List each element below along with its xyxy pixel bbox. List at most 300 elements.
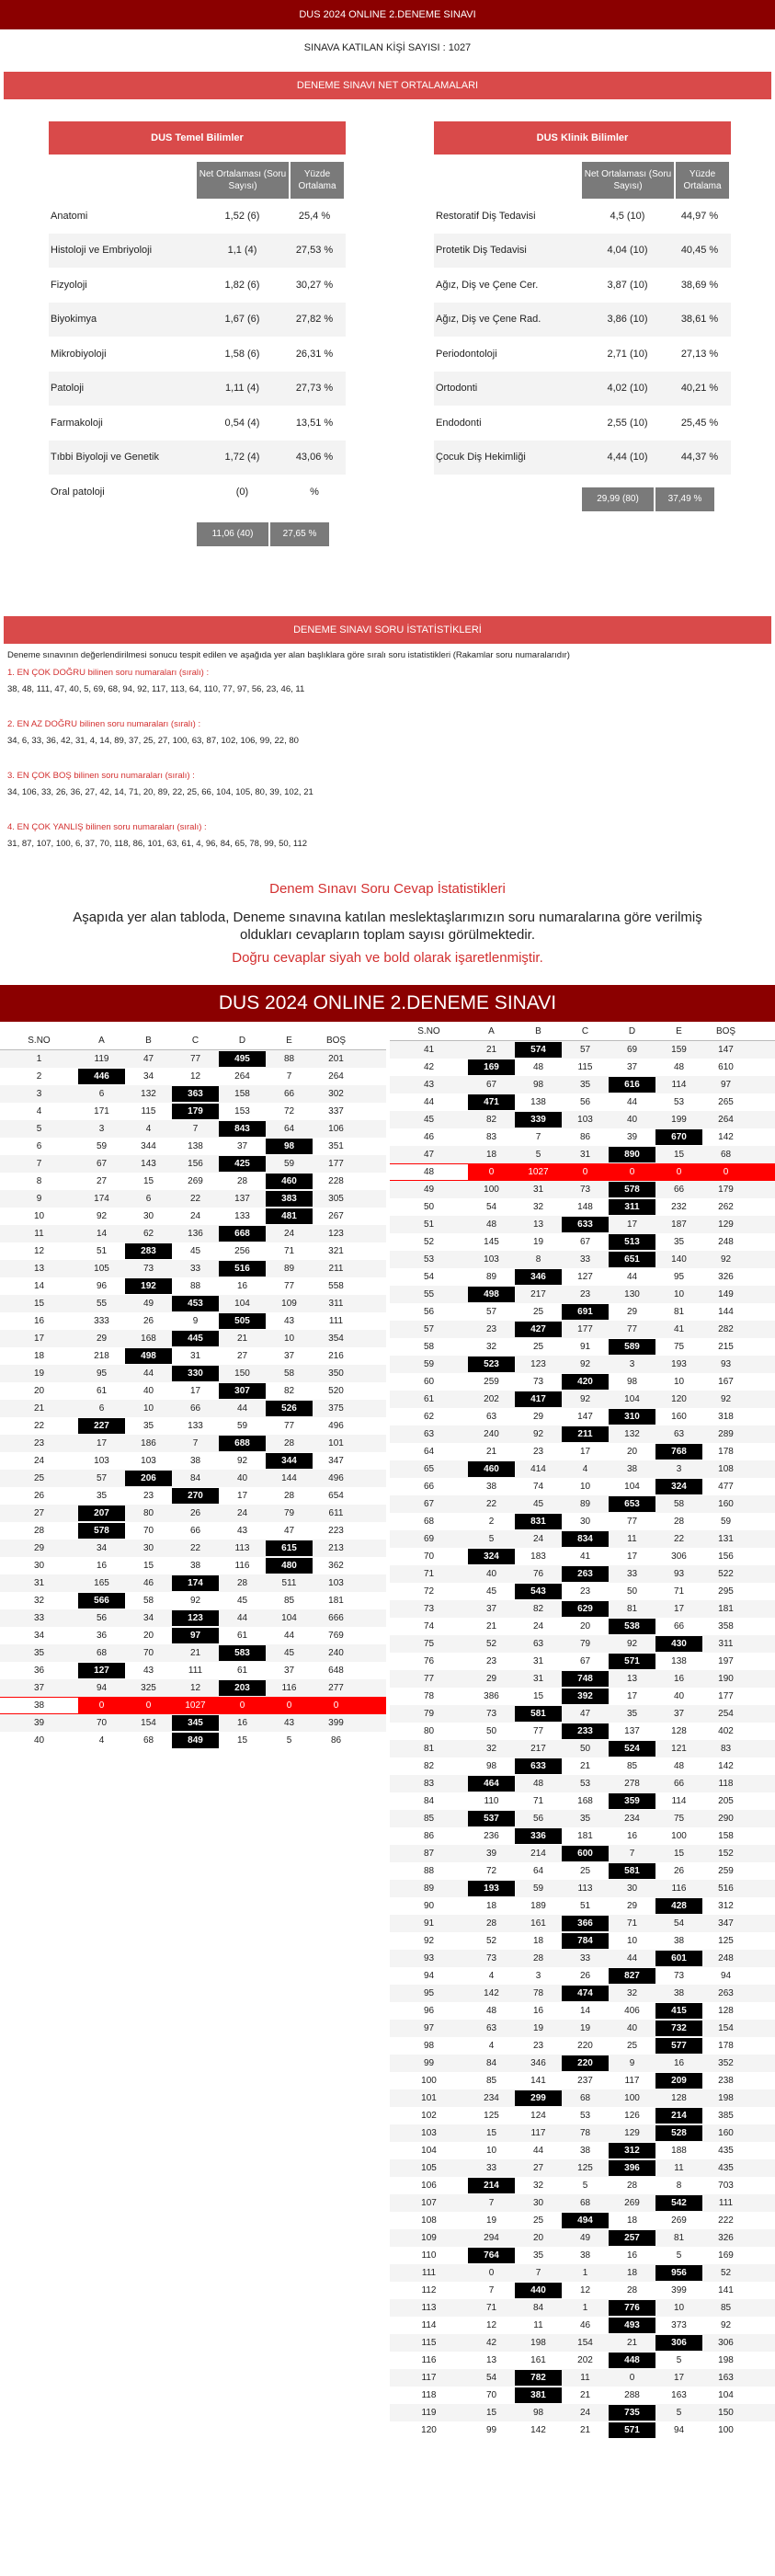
answer-count: 236 (484, 1831, 499, 1841)
question-number: 3 (36, 1089, 42, 1099)
answer-count: 142 (718, 1132, 734, 1142)
answer-count: 68 (96, 1648, 108, 1658)
question-number: 18 (33, 1351, 45, 1361)
answer-count: 511 (281, 1578, 297, 1588)
answer-count: 396 (609, 2160, 655, 2176)
answer-count: 83 (720, 1744, 732, 1754)
answer-count: 326 (718, 2233, 734, 2243)
answer-count: 113 (577, 1883, 593, 1894)
answer-count: 222 (718, 2215, 734, 2226)
answer-count: 283 (125, 1243, 172, 1259)
table-row (390, 1653, 775, 1670)
subject-row (434, 303, 731, 338)
subject-net: 4,5 (10) (610, 210, 645, 222)
table-row (390, 2142, 775, 2159)
table-row (390, 2072, 775, 2089)
answer-count: 50 (579, 1744, 591, 1754)
question-number: 75 (423, 1639, 435, 1649)
answer-count: 5 (676, 2250, 682, 2261)
answer-count: 153 (234, 1106, 250, 1116)
question-number: 99 (423, 2058, 435, 2068)
answer-count: 0 (333, 1700, 339, 1711)
answer-count: 270 (172, 1488, 219, 1504)
answer-count: 10 (283, 1334, 295, 1344)
answer-count: 16 (236, 1718, 248, 1728)
answer-count: 15 (485, 2408, 497, 2418)
answer-count: 326 (718, 1272, 734, 1282)
answer-count: 373 (671, 2320, 687, 2330)
answer-count: 61 (96, 1386, 108, 1396)
answer-count: 402 (718, 1726, 734, 1736)
question-number: 110 (421, 2250, 437, 2261)
table-row (390, 2159, 775, 2177)
answer-count: 33 (626, 1569, 638, 1579)
subject-pct: 43,06 % (295, 452, 334, 464)
answer-count: 22 (189, 1194, 201, 1204)
answer-count: 267 (328, 1211, 344, 1221)
answer-count: 240 (484, 1429, 499, 1439)
answer-count: 269 (624, 2198, 640, 2208)
basic-sciences-title: DUS Temel Bilimler (49, 121, 346, 155)
answer-count: 4 (582, 1464, 588, 1474)
table-row (0, 1260, 386, 1277)
subject-net: (0) (235, 486, 249, 498)
answer-count: 10 (485, 2146, 497, 2156)
question-number: 36 (33, 1666, 45, 1676)
answer-count: 344 (141, 1141, 156, 1151)
answer-count: 84 (532, 2303, 544, 2313)
table-row (390, 1740, 775, 1757)
answer-count: 86 (330, 1735, 342, 1746)
answer-count: 44 (142, 1368, 154, 1379)
table-row (390, 2317, 775, 2334)
answer-count: 66 (673, 1185, 685, 1195)
answer-count: 17 (673, 1604, 685, 1614)
question-number: 54 (423, 1272, 435, 1282)
subject-row (49, 303, 346, 338)
answer-count: 59 (236, 1421, 248, 1431)
answer-count: 53 (579, 1779, 591, 1789)
answer-count: 601 (655, 1951, 702, 1966)
subject-name: Endodonti (436, 417, 482, 429)
answer-count: 17 (673, 2373, 685, 2383)
answer-count: 516 (219, 1261, 266, 1277)
answer-count: 144 (281, 1473, 297, 1483)
question-number: 89 (423, 1883, 435, 1894)
question-number: 98 (423, 2041, 435, 2051)
answer-count: 25 (626, 2041, 638, 2051)
answer-count: 132 (624, 1429, 640, 1439)
answer-count: 383 (266, 1191, 313, 1207)
subject-net: 1,1 (4) (227, 245, 257, 257)
answer-count: 159 (671, 1045, 687, 1055)
answer-count: 66 (673, 1779, 685, 1789)
answer-count: 352 (718, 2058, 734, 2068)
table-header (0, 1032, 386, 1050)
clinical-total-pct: 37,49 % (655, 487, 714, 511)
subject-name: Mikrobiyoloji (51, 348, 107, 360)
answer-count: 16 (96, 1561, 108, 1571)
answer-count: 35 (579, 1080, 591, 1090)
answer-count: 435 (718, 2163, 734, 2173)
answer-count: 318 (718, 1412, 734, 1422)
question-number: 74 (423, 1621, 435, 1631)
answer-count: 526 (266, 1401, 313, 1416)
subject-row (49, 268, 346, 303)
answer-count: 206 (125, 1471, 172, 1486)
answer-count: 18 (626, 2215, 638, 2226)
answer-count: 516 (718, 1883, 734, 1894)
subject-name: Fizyoloji (51, 279, 87, 291)
answer-count: 8 (676, 2181, 682, 2191)
answer-count: 1 (582, 2268, 588, 2278)
question-number: 13 (33, 1264, 45, 1274)
answer-count: 133 (188, 1421, 203, 1431)
answer-count: 138 (530, 1097, 546, 1107)
answer-count: 5 (582, 2181, 588, 2191)
basic-total-pct: 27,65 % (270, 522, 329, 546)
question-number: 108 (421, 2215, 437, 2226)
subject-name: Anatomi (51, 210, 88, 222)
answer-count: 44 (626, 1953, 638, 1963)
answers-description: Aşapıda yer alan tabloda, Deneme sınavına katılan meslektaşlarımızın soru numaralarına göre verilmiş oldukları cevapların toplam sayısı görülmektedir. (73, 910, 702, 943)
answer-count: 103 (94, 1456, 109, 1466)
answer-count: 37 (485, 1604, 497, 1614)
answer-count: 141 (718, 2285, 734, 2296)
subject-name: Restoratif Diş Tedavisi (436, 210, 536, 222)
answer-count: 0 (723, 1167, 729, 1177)
answer-count: 0 (582, 1167, 588, 1177)
answer-count: 0 (239, 1700, 245, 1711)
answer-count: 113 (234, 1543, 250, 1553)
answer-count: 54 (485, 2373, 497, 2383)
table-row (390, 2264, 775, 2282)
answer-count: 351 (328, 1141, 344, 1151)
table-row (390, 2334, 775, 2352)
answer-count: 43 (236, 1526, 248, 1536)
answer-count: 234 (624, 1814, 640, 1824)
answer-count: 496 (328, 1473, 344, 1483)
answer-count: 181 (328, 1596, 344, 1606)
answer-count: 703 (718, 2181, 734, 2191)
answer-count: 31 (532, 1656, 544, 1666)
table-row (390, 1076, 775, 1093)
answer-count: 849 (172, 1733, 219, 1748)
column-header: BOŞ (715, 1026, 736, 1036)
answer-count: 32 (532, 2181, 544, 2191)
question-number: 41 (423, 1045, 435, 1055)
table-row (390, 1093, 775, 1111)
answer-count: 26 (189, 1508, 201, 1518)
table-row (0, 1400, 386, 1417)
answers-note: Doğru cevaplar siyah ve bold olarak işaretlenmiştir. (232, 950, 543, 966)
table-row (390, 2404, 775, 2421)
answer-count: 10 (673, 1289, 685, 1299)
subject-net: 1,67 (6) (224, 314, 260, 326)
answer-count: 277 (328, 1683, 344, 1693)
table-row (390, 1985, 775, 2002)
answer-count: 312 (609, 2143, 655, 2158)
table-row (0, 1138, 386, 1155)
answer-count: 474 (562, 1986, 609, 2001)
answer-count: 147 (577, 1412, 593, 1422)
question-number: 76 (423, 1656, 435, 1666)
answer-count: 15 (532, 1691, 544, 1701)
answer-count: 784 (562, 1933, 609, 1949)
question-number: 101 (421, 2093, 437, 2103)
answer-count: 217 (530, 1289, 546, 1299)
answer-count: 193 (671, 1359, 687, 1369)
answer-count: 71 (532, 1796, 544, 1806)
answer-count: 537 (468, 1811, 515, 1826)
answer-count: 956 (655, 2265, 702, 2281)
question-number: 119 (421, 2408, 437, 2418)
answer-count: 359 (609, 1793, 655, 1809)
answer-count: 890 (609, 1147, 655, 1162)
answer-count: 28 (485, 1918, 497, 1929)
answer-count: 278 (624, 1779, 640, 1789)
answer-count: 346 (515, 1269, 562, 1285)
column-header: C (581, 1026, 589, 1036)
column-header: A (98, 1036, 105, 1046)
column-header: S.NO (28, 1036, 51, 1046)
table-row (390, 1530, 775, 1548)
table-row (390, 1967, 775, 1985)
answer-count: 44 (626, 1097, 638, 1107)
answer-count: 498 (125, 1348, 172, 1364)
answer-count: 13 (532, 1219, 544, 1230)
table-row (390, 1216, 775, 1233)
answer-count: 27 (236, 1351, 248, 1361)
answer-count: 40 (626, 1115, 638, 1125)
question-number: 19 (33, 1368, 45, 1379)
answer-count: 131 (718, 1534, 734, 1544)
question-number: 50 (423, 1202, 435, 1212)
answer-count: 81 (673, 2233, 685, 2243)
question-number: 77 (423, 1674, 435, 1684)
question-number: 115 (421, 2338, 437, 2348)
answer-count: 37 (283, 1351, 295, 1361)
answer-count: 117 (624, 2076, 640, 2086)
answer-count: 16 (532, 2006, 544, 2016)
answer-count: 88 (283, 1054, 295, 1064)
answer-count: 98 (266, 1139, 313, 1154)
answer-count: 49 (142, 1299, 154, 1309)
answer-count: 104 (624, 1482, 640, 1492)
answer-count: 339 (515, 1112, 562, 1128)
answer-count: 67 (579, 1237, 591, 1247)
answer-count: 82 (485, 1115, 497, 1125)
subject-row (434, 441, 731, 475)
subject-pct: 27,73 % (295, 383, 334, 395)
answer-count: 263 (562, 1566, 609, 1582)
question-number: 56 (423, 1307, 435, 1317)
answer-count: 21 (579, 2390, 591, 2400)
table-row (390, 2352, 775, 2369)
answer-count: 66 (189, 1403, 201, 1414)
subject-net: 4,02 (10) (607, 383, 648, 395)
answer-count: 6 (98, 1403, 105, 1414)
table-row (390, 2020, 775, 2037)
answer-count: 259 (718, 1866, 734, 1876)
answer-count: 137 (624, 1726, 640, 1736)
answer-count: 477 (718, 1482, 734, 1492)
answer-count: 132 (141, 1089, 156, 1099)
answer-count: 7 (629, 1849, 635, 1859)
question-number: 109 (421, 2233, 437, 2243)
answer-count: 104 (281, 1613, 297, 1623)
question-number: 11 (34, 1229, 44, 1239)
subject-name: Biyokimya (51, 314, 97, 326)
question-number: 82 (423, 1761, 435, 1771)
answer-count: 46 (579, 2320, 591, 2330)
answer-count: 59 (720, 1517, 732, 1527)
answer-count: 111 (188, 1666, 203, 1676)
answer-count: 831 (515, 1514, 562, 1529)
answer-count: 522 (718, 1569, 734, 1579)
question-number: 112 (421, 2285, 437, 2296)
subject-name: Ortodonti (436, 383, 478, 395)
table-row (390, 1391, 775, 1408)
answer-count: 344 (266, 1453, 313, 1469)
table-row (390, 2177, 775, 2194)
subject-row (434, 268, 731, 303)
answer-count: 264 (234, 1071, 250, 1082)
answer-count: 45 (189, 1246, 201, 1256)
clinical-total-net: 29,99 (80) (582, 487, 654, 511)
answer-count: 48 (532, 1779, 544, 1789)
answer-count: 21 (579, 2425, 591, 2435)
column-header: E (286, 1036, 292, 1046)
answer-count: 171 (94, 1106, 109, 1116)
answer-count: 103 (328, 1578, 344, 1588)
answer-count: 70 (96, 1718, 108, 1728)
answer-count: 220 (562, 2055, 609, 2071)
answer-count: 24 (579, 2408, 591, 2418)
answer-count: 92 (579, 1359, 591, 1369)
answer-count: 214 (468, 2178, 515, 2193)
table-row (390, 1688, 775, 1705)
answer-count: 82 (532, 1604, 544, 1614)
answer-count: 392 (562, 1689, 609, 1704)
answer-count: 44 (626, 1272, 638, 1282)
table-row (390, 2194, 775, 2212)
question-number: 67 (423, 1499, 435, 1509)
column-header: D (238, 1036, 246, 1046)
question-number: 34 (33, 1631, 45, 1641)
answer-count: 48 (485, 2006, 497, 2016)
table-row (0, 1522, 386, 1540)
answer-count: 34 (142, 1071, 154, 1082)
table-row (390, 2299, 775, 2317)
answer-count: 40 (236, 1473, 248, 1483)
table-row (0, 1085, 386, 1103)
answer-count: 30 (532, 2198, 544, 2208)
answer-count: 28 (236, 1578, 248, 1588)
answer-count: 616 (609, 1077, 655, 1093)
answer-count: 201 (328, 1054, 344, 1064)
column-header: D (628, 1026, 636, 1036)
answer-count: 177 (577, 1324, 593, 1334)
table-row (0, 1365, 386, 1382)
answer-count: 33 (579, 1953, 591, 1963)
answer-count: 33 (189, 1264, 201, 1274)
answer-count: 93 (673, 1569, 685, 1579)
answer-count: 782 (515, 2370, 562, 2386)
question-number: 47 (423, 1150, 435, 1160)
answer-count: 769 (328, 1631, 344, 1641)
participant-count: SINAVA KATILAN KİŞİ SAYISI : 1027 (303, 42, 472, 53)
answer-count: 610 (718, 1062, 734, 1072)
answer-count: 5 (286, 1735, 292, 1746)
answer-count: 768 (655, 1444, 702, 1460)
answer-count: 108 (718, 1464, 734, 1474)
answer-count: 91 (579, 1342, 591, 1352)
table-row (390, 2229, 775, 2247)
answer-count: 73 (485, 1709, 497, 1719)
answer-count: 524 (609, 1741, 655, 1757)
answer-count: 92 (626, 1639, 638, 1649)
answer-count: 16 (626, 1831, 638, 1841)
answer-count: 63 (485, 2023, 497, 2033)
answer-count: 33 (579, 1254, 591, 1265)
table-row (390, 1163, 775, 1181)
answer-count: 99 (485, 2425, 497, 2435)
answer-count: 183 (530, 1551, 546, 1562)
answer-count: 129 (718, 1219, 734, 1230)
answer-count: 101 (328, 1438, 344, 1448)
answer-count: 189 (530, 1901, 546, 1911)
answer-count: 77 (283, 1281, 295, 1291)
table-row (0, 1225, 386, 1242)
question-number: 111 (421, 2268, 437, 2278)
answer-count: 45 (532, 1499, 544, 1509)
subject-row (49, 475, 346, 509)
table-row (390, 1950, 775, 1967)
answer-count: 34 (96, 1543, 108, 1553)
question-number: 86 (423, 1831, 435, 1841)
answer-count: 2 (488, 1517, 495, 1527)
answer-count: 47 (579, 1709, 591, 1719)
answer-count: 10 (626, 1936, 638, 1946)
answer-count: 35 (673, 1237, 685, 1247)
answer-count: 79 (283, 1508, 295, 1518)
table-row (390, 1618, 775, 1635)
answer-count: 56 (579, 1097, 591, 1107)
answer-count: 493 (609, 2318, 655, 2333)
subject-net: 3,86 (10) (607, 314, 648, 326)
answer-count: 43 (283, 1718, 295, 1728)
answer-count: 97 (172, 1628, 219, 1643)
answer-count: 9 (192, 1316, 199, 1326)
subject-net: 1,52 (6) (224, 210, 260, 222)
question-number: 15 (33, 1299, 45, 1309)
question-number: 26 (33, 1491, 45, 1501)
answer-count: 104 (234, 1299, 250, 1309)
question-number: 5 (36, 1124, 42, 1134)
answer-count: 28 (626, 2285, 638, 2296)
answer-count: 827 (609, 1968, 655, 1984)
subject-pct: 27,13 % (680, 348, 719, 360)
answer-count: 85 (626, 1761, 638, 1771)
question-number: 8 (36, 1176, 42, 1186)
answer-count: 83 (485, 1132, 497, 1142)
answer-count: 471 (468, 1094, 515, 1110)
answer-count: 583 (219, 1645, 266, 1661)
answer-count: 21 (579, 1761, 591, 1771)
answer-count: 61 (236, 1666, 248, 1676)
answer-count: 66 (283, 1089, 295, 1099)
